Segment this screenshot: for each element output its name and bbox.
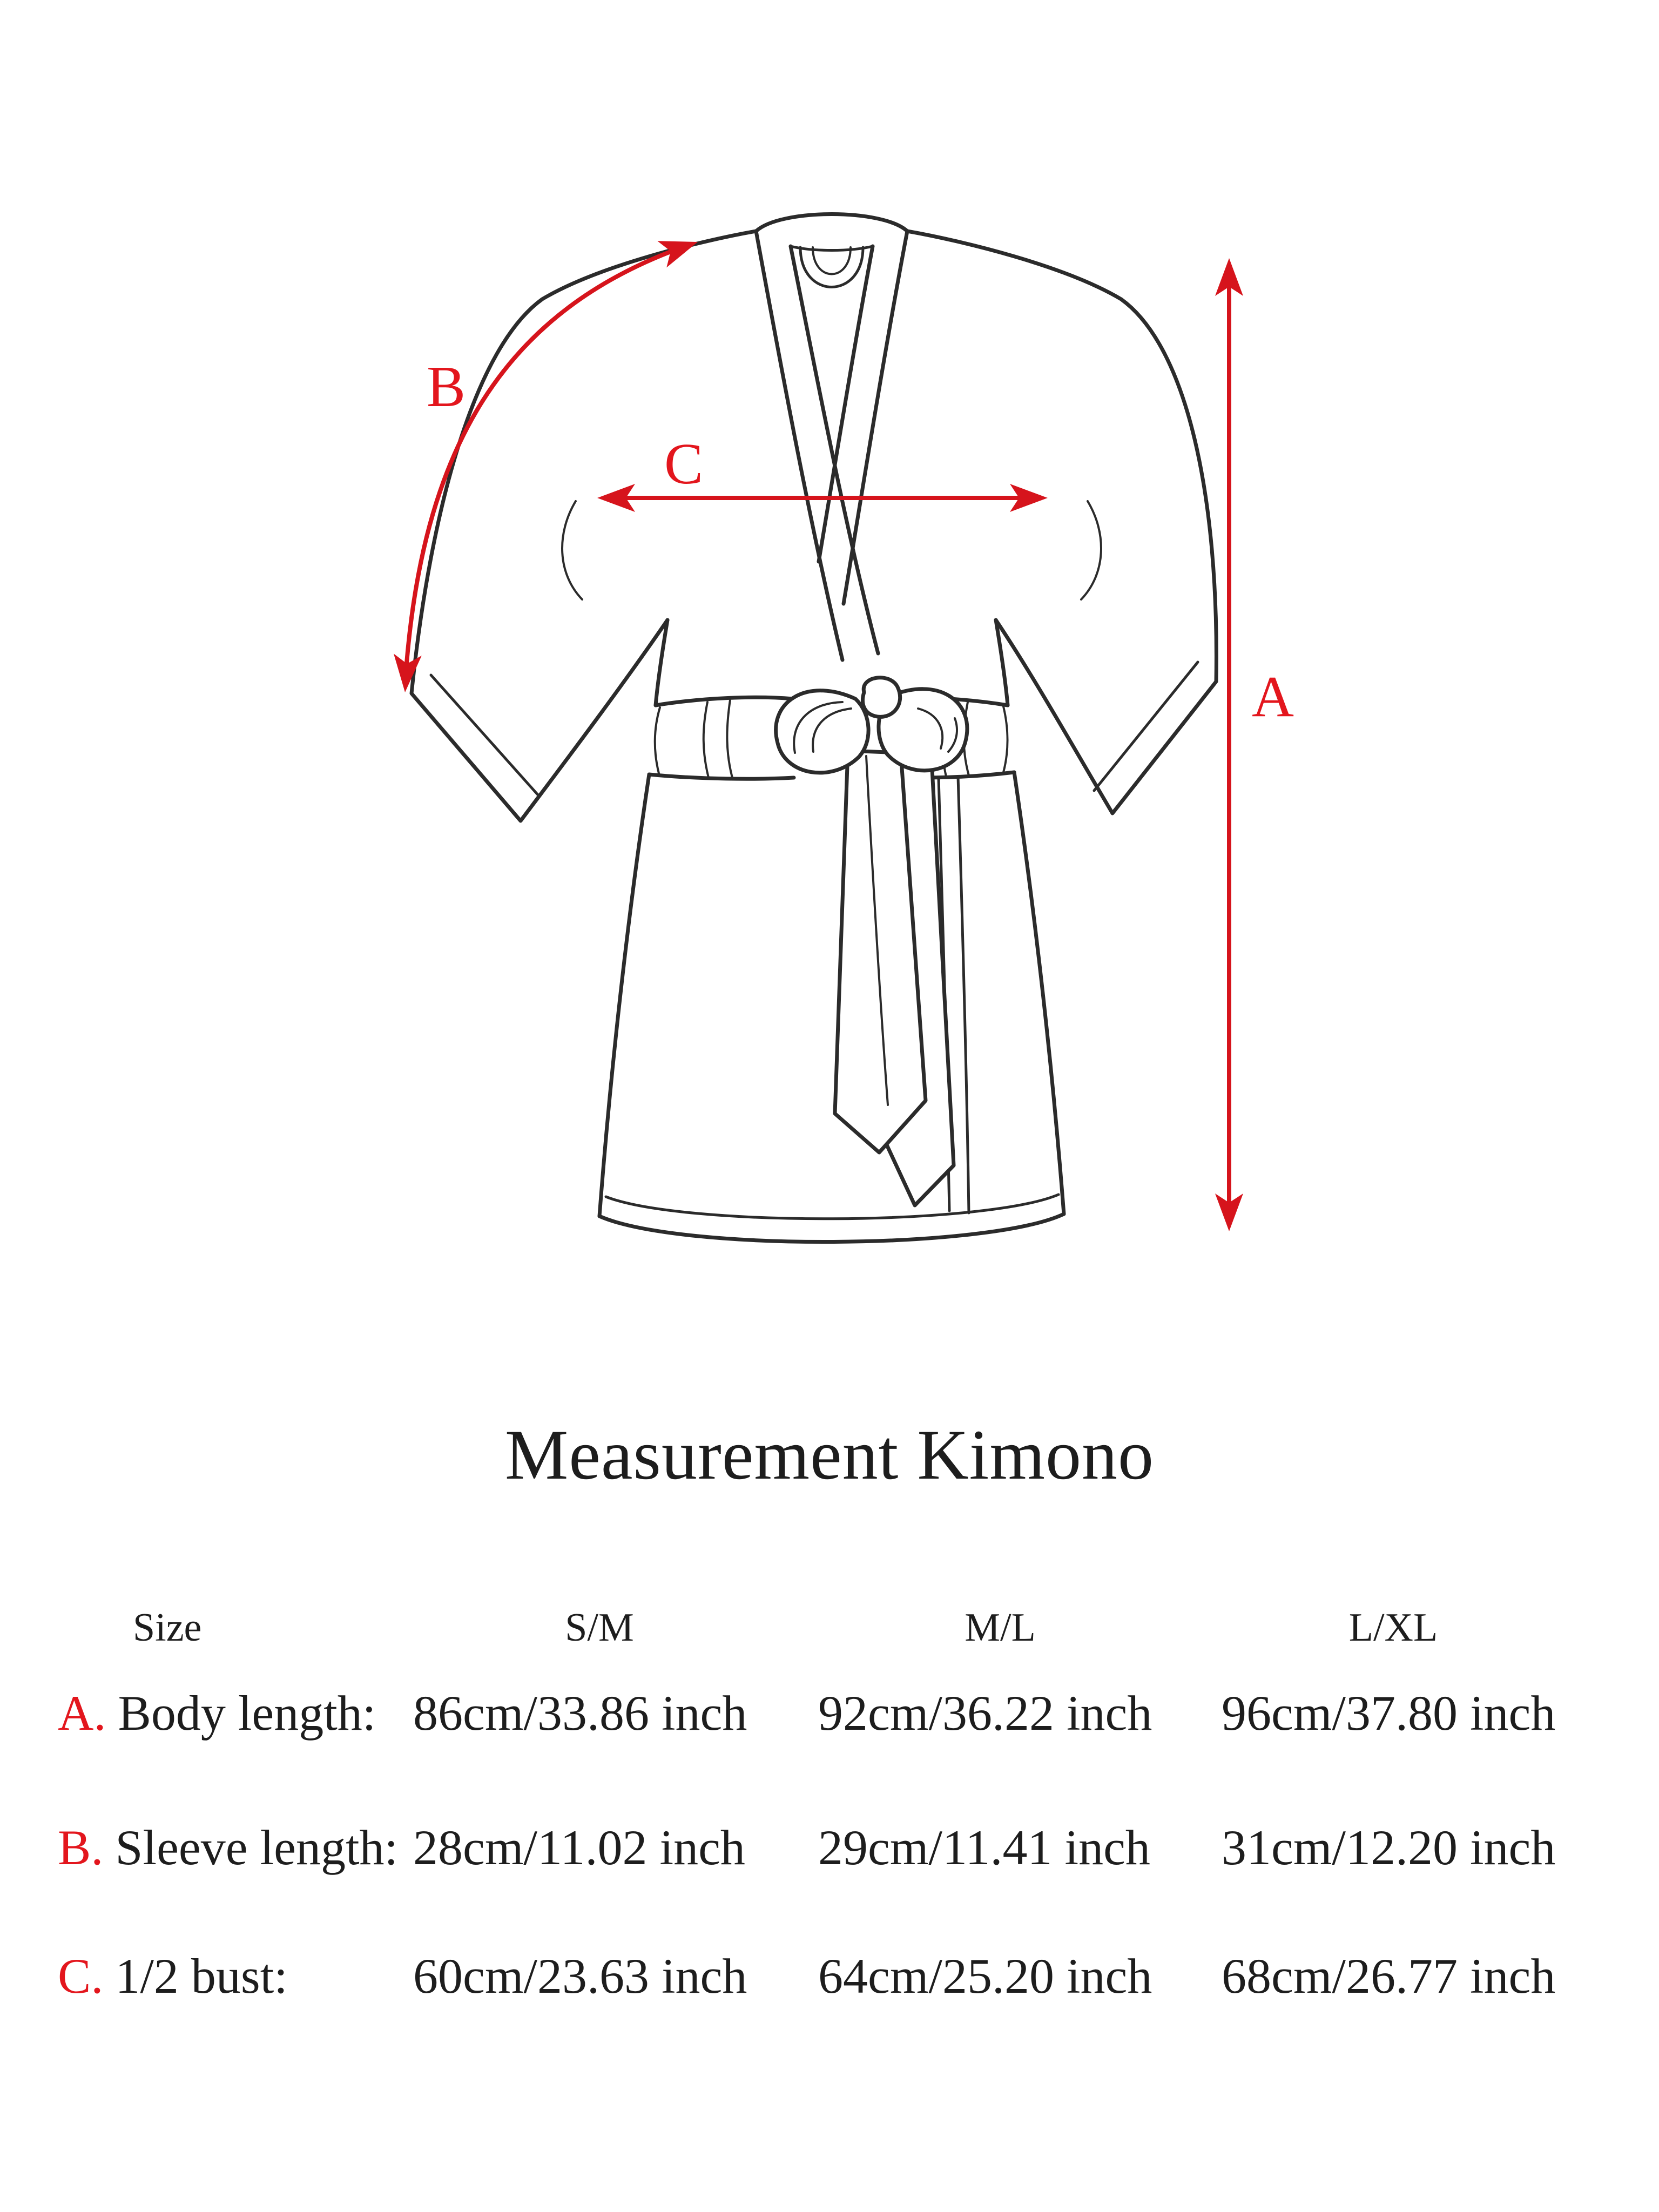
- row-b-label: Sleeve length:: [115, 1820, 399, 1875]
- measure-label-c: C: [664, 432, 704, 496]
- measure-label-a: A: [1252, 665, 1294, 729]
- hanger-loop: [800, 247, 863, 287]
- belt: [656, 697, 793, 705]
- bow-knot: [862, 678, 900, 717]
- bow-left-loop: [776, 691, 868, 773]
- sleeve-length-ml: 29cm/11.41 inch: [818, 1820, 1150, 1875]
- half-bust-lxl: 68cm/26.77 inch: [1222, 1948, 1556, 2004]
- arrow-a-body-length: [1215, 258, 1243, 1231]
- column-header-sm: S/M: [565, 1606, 634, 1650]
- body-length-sm: 86cm/33.86 inch: [413, 1685, 747, 1741]
- body-length-ml: 92cm/36.22 inch: [818, 1685, 1152, 1741]
- row-label-sleeve-length: [58, 1818, 398, 1877]
- row-c-label: 1/2 bust:: [115, 1948, 288, 2004]
- right-collar-band: [844, 231, 907, 604]
- column-header-lxl: L/XL: [1348, 1606, 1438, 1650]
- row-letter-c: C.: [58, 1948, 104, 2004]
- row-label-body-length: [58, 1683, 376, 1743]
- sleeve-length-lxl: 31cm/12.20 inch: [1222, 1820, 1556, 1875]
- row-letter-b: B.: [58, 1820, 104, 1875]
- row-a-label: Body length:: [118, 1685, 376, 1741]
- page-title: Measurement Kimono: [504, 1415, 1155, 1494]
- row-letter-a: A.: [58, 1685, 106, 1741]
- column-header-ml: M/L: [965, 1606, 1036, 1650]
- half-bust-sm: 60cm/23.63 inch: [413, 1948, 747, 2004]
- sleeve-length-sm: 28cm/11.02 inch: [413, 1820, 745, 1875]
- measure-label-b: B: [427, 355, 466, 419]
- half-bust-ml: 64cm/25.20 inch: [818, 1948, 1152, 2004]
- kimono-outline: [412, 214, 1216, 1242]
- column-header-size: Size: [133, 1606, 202, 1650]
- row-label-half-bust: [58, 1946, 288, 2006]
- body-length-lxl: 96cm/37.80 inch: [1222, 1685, 1556, 1741]
